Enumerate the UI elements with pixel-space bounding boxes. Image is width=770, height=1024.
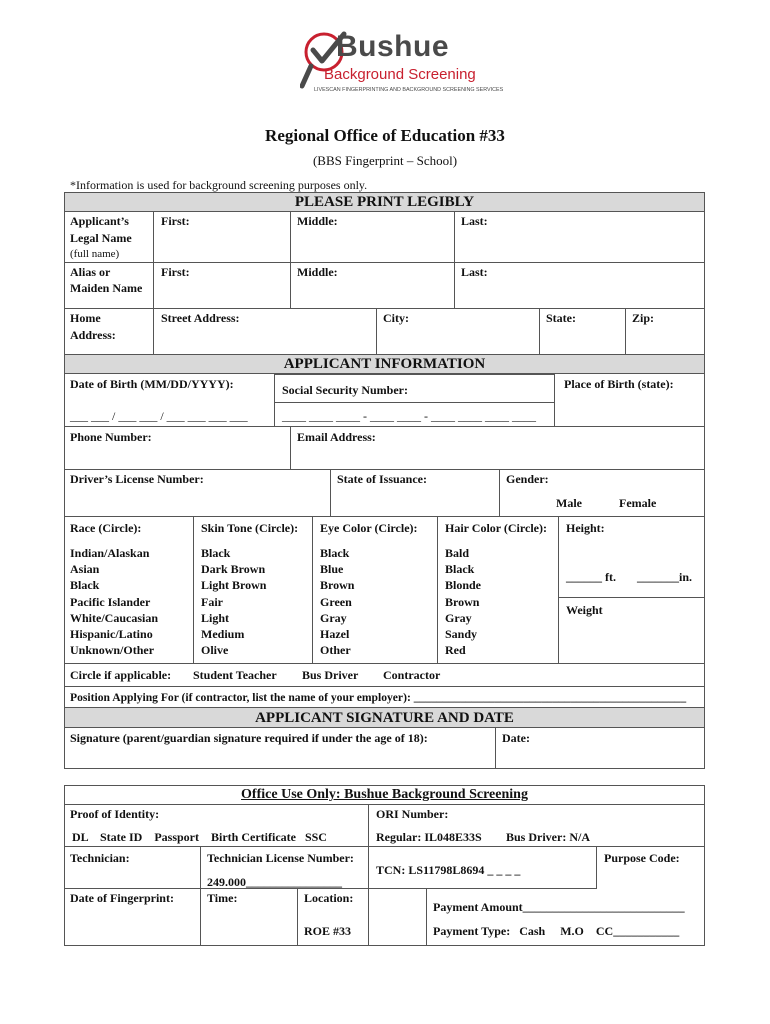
eye-color-option[interactable]: Blue bbox=[320, 562, 344, 577]
skin-tone-option[interactable]: Fair bbox=[201, 594, 223, 609]
state-of-issuance-field[interactable]: State of Issuance: bbox=[337, 472, 427, 486]
gender-label: Gender: bbox=[506, 472, 549, 486]
drivers-license-field[interactable]: Driver’s License Number: bbox=[70, 472, 204, 486]
alias-label: Alias or bbox=[70, 265, 111, 279]
ssn-field[interactable]: ____ ____ ____ - ____ ____ - ____ ____ ____ ____ bbox=[282, 409, 536, 423]
birth-place-field[interactable]: Place of Birth (state): bbox=[564, 377, 674, 391]
race-option[interactable]: White/Caucasian bbox=[70, 610, 159, 625]
signature-field[interactable]: Signature (parent/guardian signature required if under the age of 18): bbox=[70, 731, 428, 745]
hair-color-option[interactable]: Black bbox=[445, 562, 475, 577]
eye-color-option[interactable]: Black bbox=[320, 546, 350, 560]
state-field[interactable]: State: bbox=[546, 311, 576, 325]
payment-amount-field[interactable]: Payment Amount___________________________ bbox=[433, 900, 685, 914]
purpose-code-field[interactable]: Purpose Code: bbox=[604, 851, 680, 865]
height-label: Height: bbox=[566, 521, 605, 535]
dob-label: Date of Birth (MM/DD/YYYY): bbox=[70, 377, 234, 391]
date-of-fingerprint-field[interactable]: Date of Fingerprint: bbox=[70, 891, 174, 905]
hair-color-options bbox=[445, 545, 481, 658]
gender-female-option[interactable]: Female bbox=[619, 496, 657, 510]
logo-name: Bushue bbox=[336, 30, 450, 63]
proof-of-identity-label: Proof of Identity: bbox=[70, 807, 160, 821]
section-header-print-legibly: PLEASE PRINT LEGIBLY bbox=[64, 192, 705, 212]
logo-subtitle: Background Screening bbox=[324, 66, 476, 83]
circle-if-applicable-label: Circle if applicable: bbox=[70, 668, 172, 682]
height-field[interactable]: ______ ft. _______in. bbox=[566, 570, 692, 584]
hair-color-option[interactable]: Brown bbox=[445, 594, 480, 609]
race-header: Race (Circle): bbox=[70, 521, 142, 535]
eye-color-option[interactable]: Gray bbox=[320, 610, 347, 625]
race-option[interactable]: Pacific Islander bbox=[70, 594, 151, 609]
street-address-field[interactable]: Street Address: bbox=[161, 311, 240, 325]
payment-type-field[interactable]: Payment Type: Cash M.O CC___________ bbox=[433, 924, 680, 938]
section-header-signature: APPLICANT SIGNATURE AND DATE bbox=[64, 707, 705, 728]
legal-name-label: Applicant’s bbox=[70, 214, 129, 228]
phone-field[interactable]: Phone Number: bbox=[70, 430, 152, 444]
contractor-option[interactable]: Contractor bbox=[383, 668, 441, 682]
skin-tone-header: Skin Tone (Circle): bbox=[201, 521, 299, 535]
email-field[interactable]: Email Address: bbox=[297, 430, 376, 444]
technician-license-label: Technician License Number: bbox=[207, 851, 354, 865]
hair-color-option[interactable]: Bald bbox=[445, 546, 470, 560]
alias-middle-field[interactable]: Middle: bbox=[297, 265, 338, 279]
eye-color-option[interactable]: Brown bbox=[320, 578, 355, 593]
bus-driver-option[interactable]: Bus Driver bbox=[302, 668, 359, 682]
first-name-field[interactable]: First: bbox=[161, 214, 190, 228]
alias-first-field[interactable]: First: bbox=[161, 265, 190, 279]
ori-regular: Regular: IL048E33S bbox=[376, 830, 482, 844]
hair-color-option[interactable]: Red bbox=[445, 643, 466, 658]
technician-license-field[interactable]: 249.000________________ bbox=[207, 875, 342, 889]
student-teacher-option[interactable]: Student Teacher bbox=[193, 668, 277, 682]
race-option[interactable]: Indian/Alaskan bbox=[70, 546, 150, 560]
ori-bus-driver: Bus Driver: N/A bbox=[506, 830, 590, 844]
hair-color-header: Hair Color (Circle): bbox=[445, 521, 547, 535]
section-header-applicant-information: APPLICANT INFORMATION bbox=[64, 354, 705, 374]
middle-name-field[interactable]: Middle: bbox=[297, 214, 338, 228]
page-title: Regional Office of Education #33 bbox=[265, 126, 505, 145]
eye-color-options bbox=[320, 545, 354, 658]
hair-color-option[interactable]: Gray bbox=[445, 610, 472, 625]
time-field[interactable]: Time: bbox=[207, 891, 238, 905]
dob-field[interactable]: ___ ___ / ___ ___ / ___ ___ ___ ___ bbox=[70, 409, 248, 423]
location-value: ROE #33 bbox=[304, 924, 352, 938]
alias-last-field[interactable]: Last: bbox=[461, 265, 488, 279]
eye-color-header: Eye Color (Circle): bbox=[320, 521, 418, 535]
skin-tone-option[interactable]: Medium bbox=[201, 627, 245, 642]
skin-tone-options bbox=[201, 545, 266, 658]
race-option[interactable]: Hispanic/Latino bbox=[70, 627, 153, 642]
hair-color-option[interactable]: Sandy bbox=[445, 627, 478, 642]
purpose-note: *Information is used for background screening purposes only. bbox=[70, 178, 368, 192]
eye-color-option[interactable]: Other bbox=[320, 643, 351, 658]
race-option[interactable]: Black bbox=[70, 578, 100, 593]
technician-field[interactable]: Technician: bbox=[70, 851, 130, 865]
ssn-label: Social Security Number: bbox=[282, 383, 408, 397]
race-option[interactable]: Asian bbox=[70, 562, 100, 577]
tcn-field[interactable]: TCN: LS11798L8694 _ _ _ _ bbox=[376, 863, 521, 877]
race-options bbox=[70, 545, 158, 658]
zip-field[interactable]: Zip: bbox=[632, 311, 655, 325]
weight-field[interactable]: Weight bbox=[566, 603, 603, 617]
position-applying-field[interactable]: Position Applying For (if contractor, list the name of your employer): _______________________________________________ bbox=[70, 691, 687, 704]
home-label-2: Address: bbox=[70, 328, 116, 342]
city-field[interactable]: City: bbox=[383, 311, 409, 325]
skin-tone-option[interactable]: Olive bbox=[201, 643, 229, 658]
skin-tone-option[interactable]: Black bbox=[201, 546, 231, 560]
gender-male-option[interactable]: Male bbox=[556, 496, 582, 510]
alias-label-2: Maiden Name bbox=[70, 281, 143, 295]
legal-name-hint: (full name) bbox=[70, 248, 120, 260]
location-label: Location: bbox=[304, 891, 354, 905]
eye-color-option[interactable]: Hazel bbox=[320, 627, 350, 642]
race-option[interactable]: Unknown/Other bbox=[70, 643, 155, 658]
last-name-field[interactable]: Last: bbox=[461, 214, 488, 228]
legal-name-label-2: Legal Name bbox=[70, 231, 132, 245]
office-use-header: Office Use Only: Bushue Background Screening bbox=[241, 787, 528, 802]
page-subtitle: (BBS Fingerprint – School) bbox=[312, 153, 458, 168]
hair-color-option[interactable]: Blonde bbox=[445, 578, 482, 593]
logo-tagline: LIVESCAN FINGERPRINTING AND BACKGROUND SCREENING SERVICES bbox=[314, 87, 504, 93]
date-field[interactable]: Date: bbox=[502, 731, 530, 745]
home-label: Home bbox=[70, 311, 101, 325]
company-logo bbox=[300, 28, 504, 100]
ori-number-label: ORI Number: bbox=[376, 807, 449, 821]
proof-of-identity-options[interactable]: DL State ID Passport Birth Certificate SSC bbox=[72, 830, 327, 844]
skin-tone-option[interactable]: Dark Brown bbox=[201, 562, 266, 577]
skin-tone-option[interactable]: Light bbox=[201, 610, 230, 625]
eye-color-option[interactable]: Green bbox=[320, 594, 352, 609]
skin-tone-option[interactable]: Light Brown bbox=[201, 578, 267, 593]
